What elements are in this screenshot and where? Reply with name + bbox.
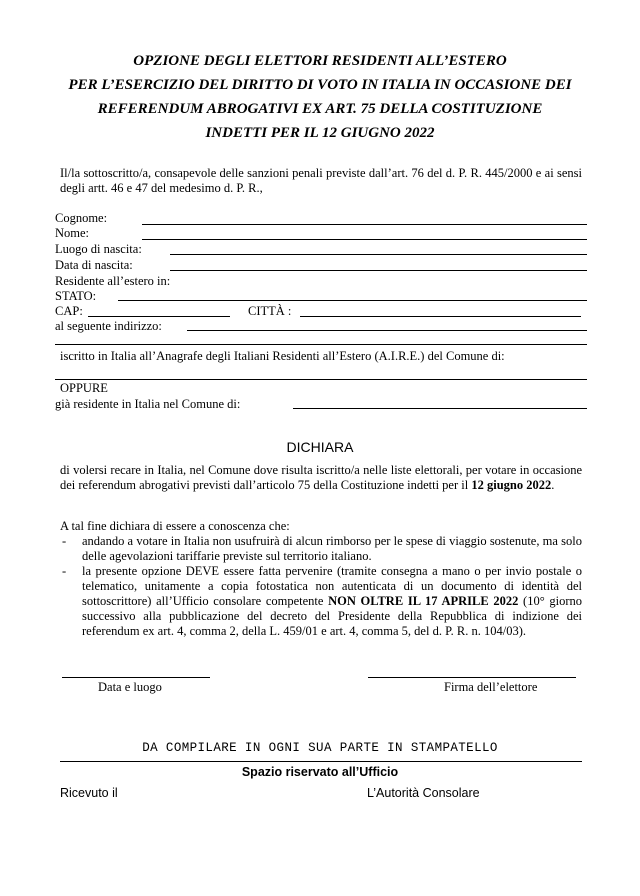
declaration-end: . [551, 478, 555, 492]
stampatello-note: DA COMPILARE IN OGNI SUA PARTE IN STAMPATELLO [142, 741, 498, 755]
title-line-4: INDETTI PER IL 12 GIUGNO 2022 [205, 125, 435, 141]
oppure-label: OPPURE [60, 381, 108, 395]
address-extra-line[interactable] [55, 344, 587, 345]
cognome-field[interactable] [142, 224, 587, 225]
fine-text: A tal fine dichiara di essere a conoscenza che: [60, 519, 290, 533]
cognome-label: Cognome: [55, 211, 108, 225]
ricevuto-label: Ricevuto il [60, 786, 118, 800]
condition-text-2a: la presente opzione DEVE essere fatta pervenire (tramite consegna a mano o per invio postale o telematico, unitamente a copia fotostatica non autenticata di un documento di identità del sottoscrittore) all’Ufficio consolare competente [82, 564, 582, 608]
firma-label: Firma dell’elettore [444, 680, 538, 694]
aire-text: iscritto in Italia all’Anagrafe degli Italiani Residenti all’Estero (A.I.R.E.) del Comune di: [60, 349, 505, 363]
nome-field[interactable] [142, 239, 587, 240]
cap-label: CAP: [55, 304, 83, 318]
condition-item-1 [60, 534, 582, 564]
cap-field[interactable] [88, 316, 230, 317]
aire-comune-field[interactable] [55, 379, 587, 380]
declaration-text: di volersi recare in Italia, nel Comune dove risulta iscritto/a nelle liste elettorali, per votare in occasione dei referendum abrogativi previsti dall’articolo 75 della Costituzione indetti per il [60, 463, 582, 492]
office-heading: Spazio riservato all’Ufficio [241, 765, 399, 779]
gia-residente-field[interactable] [293, 408, 587, 409]
stato-label: STATO: [55, 289, 97, 303]
intro-paragraph: Il/la sottoscritto/a, consapevole delle sanzioni penali previste dall’art. 76 del d. P. R. 445/2000 e ai sensi degli artt. 46 e 47 del medesimo d. P. R., [60, 166, 582, 195]
indirizzo-label: al seguente indirizzo: [55, 319, 162, 333]
deadline-bold: NON OLTRE IL 17 APRILE 2022 [328, 594, 519, 608]
data-luogo-label: Data e luogo [98, 680, 162, 694]
office-divider [60, 761, 582, 762]
condition-item-2 [60, 564, 582, 639]
residente-label: Residente all’estero in: [55, 274, 171, 288]
title-line-3: REFERENDUM ABROGATIVI EX ART. 75 DELLA COSTITUZIONE [97, 101, 543, 117]
conditions-list [60, 534, 582, 639]
nome-label: Nome: [55, 226, 90, 240]
condition-text-1: andando a votare in Italia non usufruirà di alcun rimborso per le spese di viaggio sostenute, ma solo delle agevolazioni tariffarie previste sul territorio italiano. [82, 534, 582, 563]
indirizzo-field[interactable] [187, 330, 587, 331]
declaration-paragraph [60, 463, 582, 493]
title-line-2: PER L’ESERCIZIO DEL DIRITTO DI VOTO IN ITALIA IN OCCASIONE DEI [68, 77, 572, 93]
declaration-date: 12 giugno 2022 [471, 478, 552, 492]
data-nascita-label: Data di nascita: [55, 258, 133, 272]
title-line-1: OPZIONE DEGLI ELETTORI RESIDENTI ALL’ESTERO [133, 53, 507, 69]
condition-text-2b: (10° giorno successivo alla pubblicazione del decreto del Presidente della Repubblica di indizione dei referendum ex art. 4, comma 2, della L. 459/01 e art. 4, comma 5, del d. P. R. n. 104/03). [82, 594, 582, 638]
stato-field[interactable] [118, 300, 587, 301]
data-luogo-field[interactable] [62, 677, 210, 678]
citta-label: CITTÀ : [248, 304, 292, 318]
dichiara-heading: DICHIARA [286, 439, 354, 455]
data-nascita-field[interactable] [170, 270, 587, 271]
luogo-nascita-label: Luogo di nascita: [55, 242, 142, 256]
luogo-nascita-field[interactable] [170, 254, 587, 255]
gia-residente-label: già residente in Italia nel Comune di: [55, 397, 241, 411]
citta-field[interactable] [300, 316, 581, 317]
firma-field[interactable] [368, 677, 576, 678]
autorita-label: L’Autorità Consolare [367, 786, 480, 800]
